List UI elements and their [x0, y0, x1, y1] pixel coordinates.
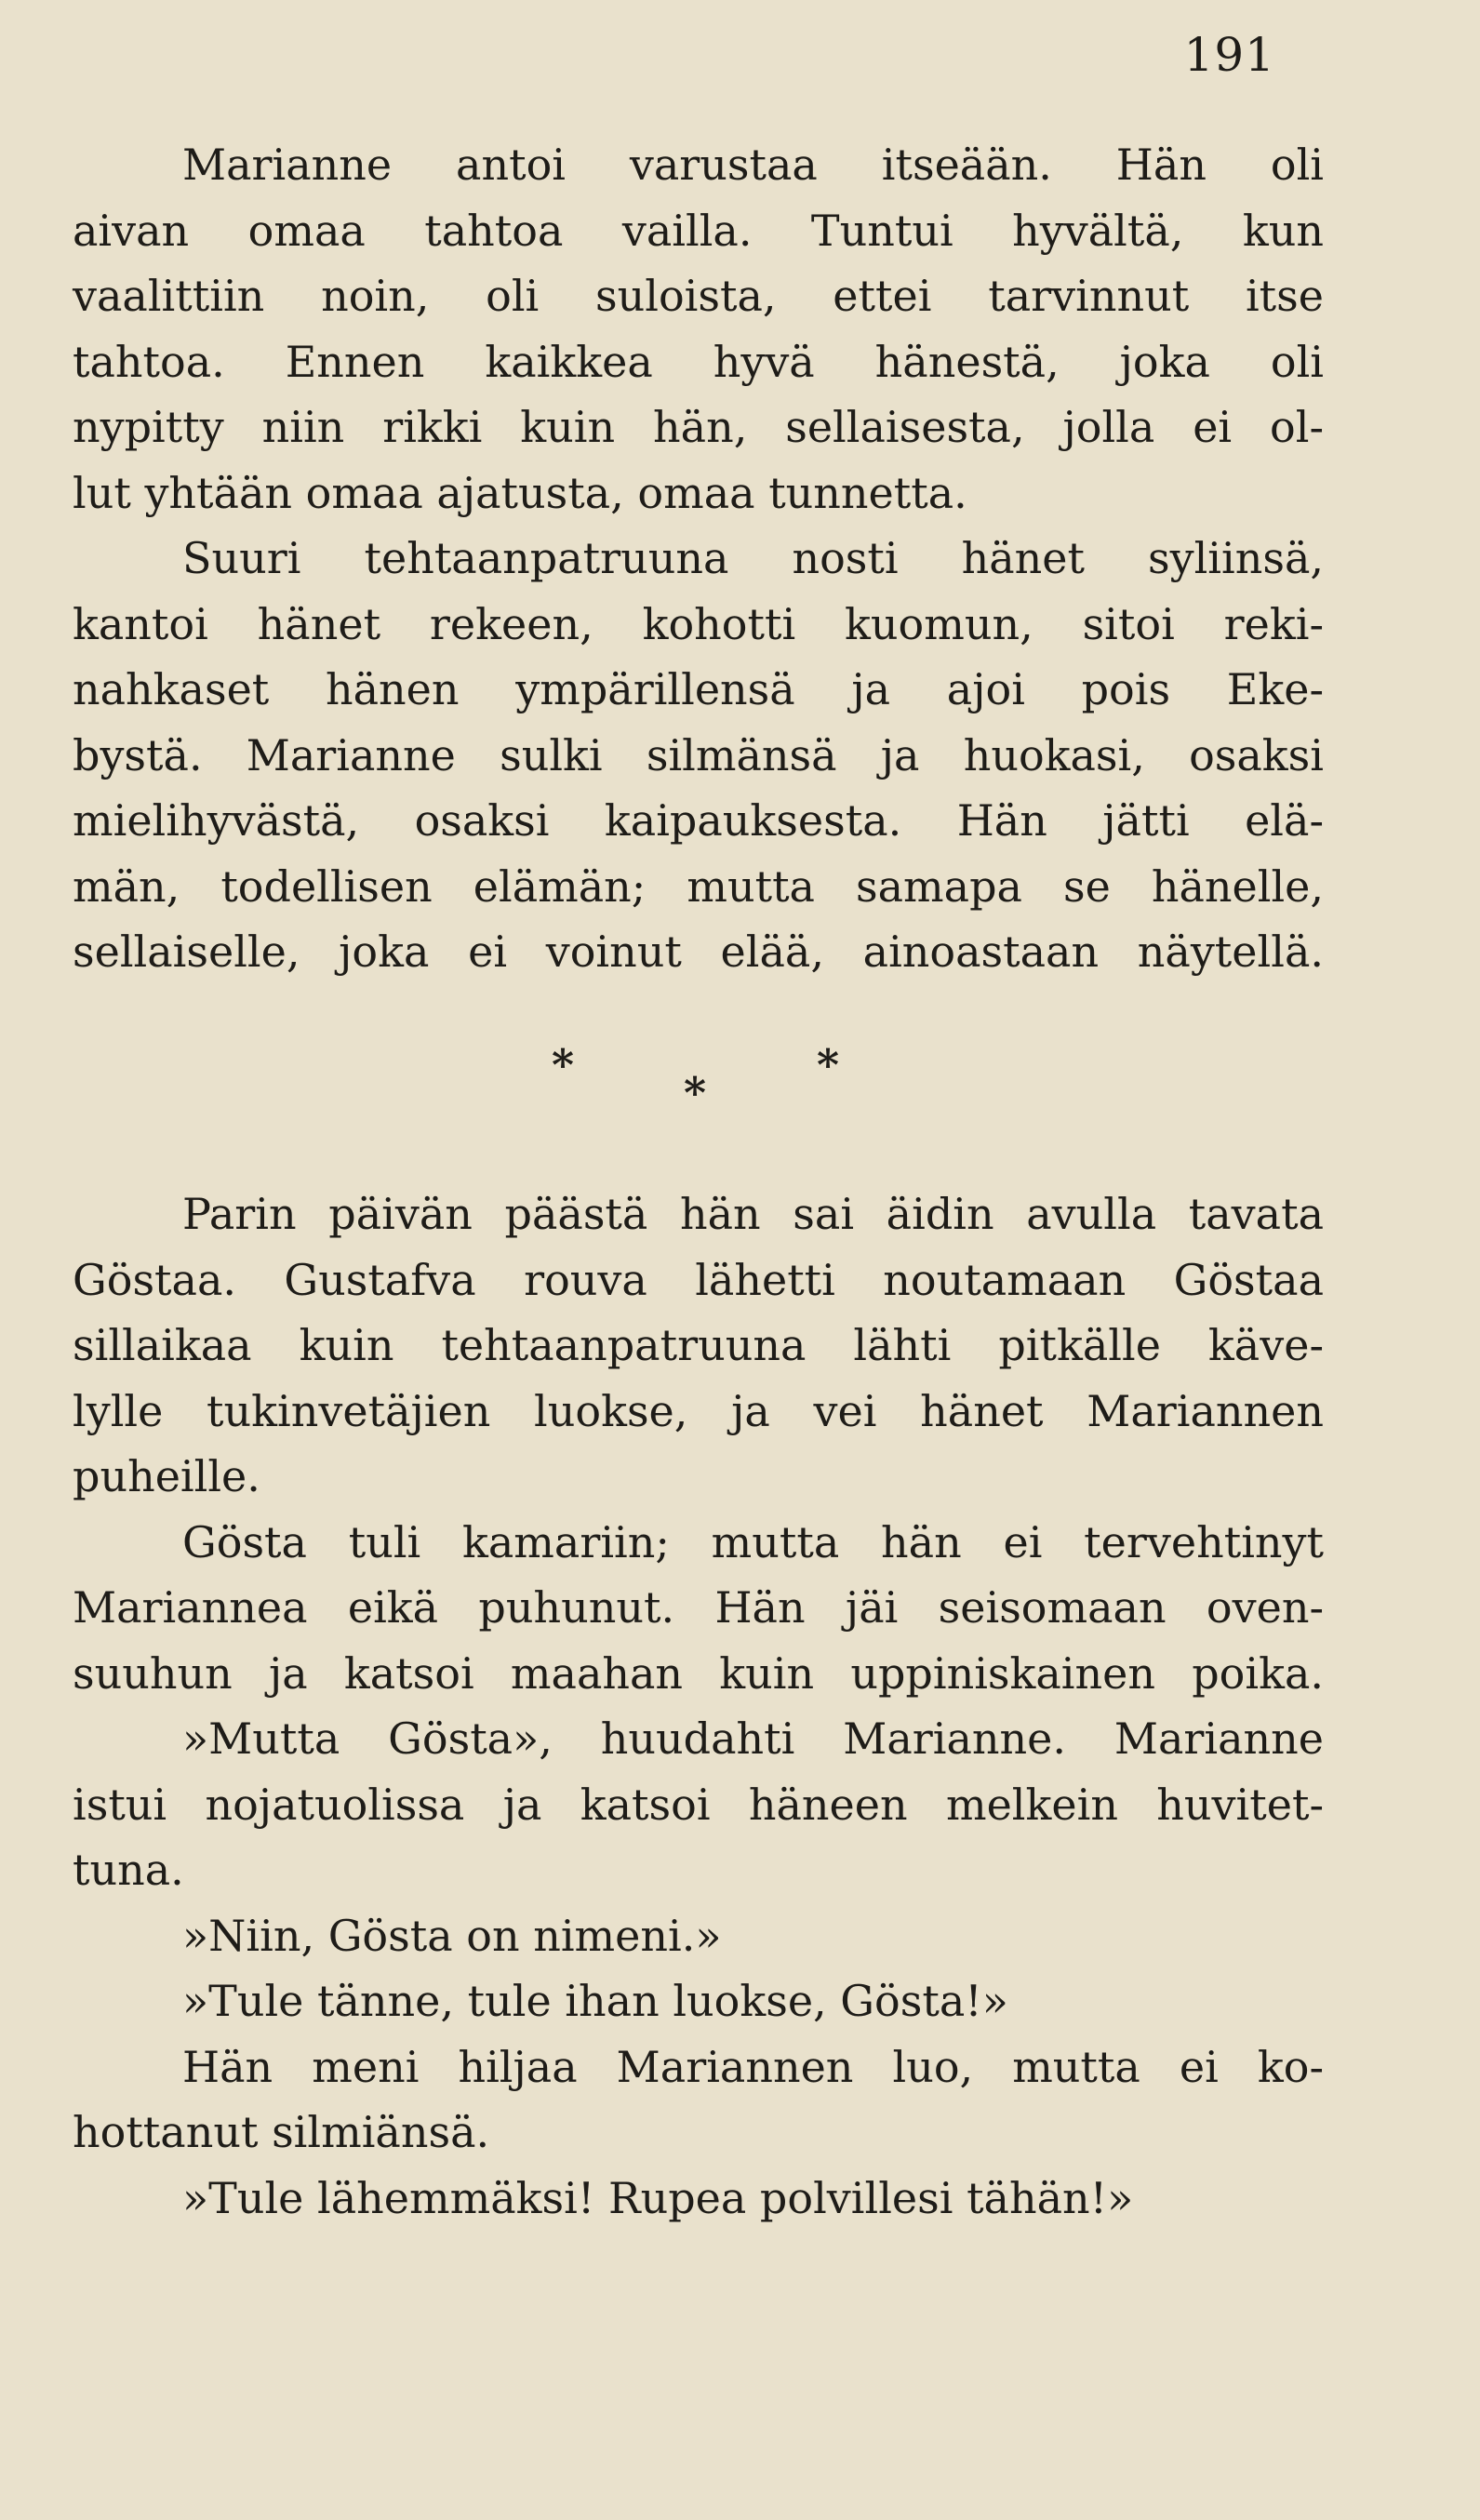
text-line: Hän meni hiljaa Mariannen luo, mutta ei ko- [182, 2041, 1324, 2092]
text-line: istui nojatuolissa ja katsoi häneen melkein huvitet- [73, 1779, 1324, 1830]
asterisk-bottom: * [684, 1068, 707, 1118]
text-line: suuhun ja katsoi maahan kuin uppiniskainen poika. [73, 1647, 1324, 1699]
text-line: »Niin, Gösta on nimeni.» [182, 1910, 722, 1961]
text-line: puheille. [73, 1451, 260, 1501]
text-line: Marianne antoi varustaa itseään. Hän oli [182, 140, 1324, 190]
text-line: tuna. [73, 1845, 184, 1895]
text-line: »Mutta Gösta», huudahti Marianne. Marianne [182, 1713, 1324, 1764]
text-line: kantoi hänet rekeen, kohotti kuomun, sitoi reki- [73, 598, 1324, 649]
text-line: lylle tukinvetäjien luokse, ja vei hänet Mariannen [73, 1385, 1324, 1436]
text-line: bystä. Marianne sulki silmänsä ja huokasi, osaksi [73, 729, 1324, 780]
text-line: aivan omaa tahtoa vailla. Tuntui hyvältä, kun [73, 205, 1324, 256]
text-line: Gösta tuli kamariin; mutta hän ei tervehtinyt [182, 1516, 1324, 1567]
text-line: »Tule lähemmäksi! Rupea polvillesi tähän!» [182, 2172, 1134, 2223]
page-number: 191 [1183, 28, 1275, 82]
text-line: Parin päivän päästä hän sai äidin avulla tavata [182, 1189, 1324, 1239]
text-line: »Tule tänne, tule ihan luokse, Gösta!» [182, 1976, 1008, 2026]
text-line: nahkaset hänen ympärillensä ja ajoi pois Eke- [73, 664, 1324, 714]
text-line: lut yhtään omaa ajatusta, omaa tunnetta. [73, 467, 967, 518]
text-line: män, todellisen elämän; mutta samapa se hänelle, [73, 860, 1324, 912]
text-line: vaalittiin noin, oli suloista, ettei tarvinnut itse [73, 271, 1324, 321]
text-block-before-separator [73, 132, 1324, 985]
text-line: hottanut silmiänsä. [73, 2107, 490, 2157]
text-line: tahtoa. Ennen kaikkea hyvä hänestä, joka oli [73, 336, 1324, 387]
text-line: sellaiselle, joka ei voinut elää, ainoastaan näytellä. [73, 927, 1324, 977]
section-separator [0, 1033, 1480, 1118]
asterisk-left: * [552, 1040, 575, 1090]
text-line: Mariannea eikä puhunut. Hän jäi seisomaan oven- [73, 1582, 1324, 1633]
asterisk-right: * [817, 1040, 840, 1090]
text-block-after-separator [73, 1181, 1324, 2231]
text-line: sillaikaa kuin tehtaanpatruuna lähti pitkälle käve- [73, 1320, 1324, 1370]
text-line: nypitty niin rikki kuin hän, sellaisesta, jolla ei ol- [73, 402, 1324, 452]
text-line: Suuri tehtaanpatruuna nosti hänet syliinsä, [182, 533, 1324, 583]
text-line: Göstaa. Gustafva rouva lähetti noutamaan Göstaa [73, 1254, 1324, 1305]
text-line: mielihyvästä, osaksi kaipauksesta. Hän jätti elä- [73, 795, 1324, 846]
